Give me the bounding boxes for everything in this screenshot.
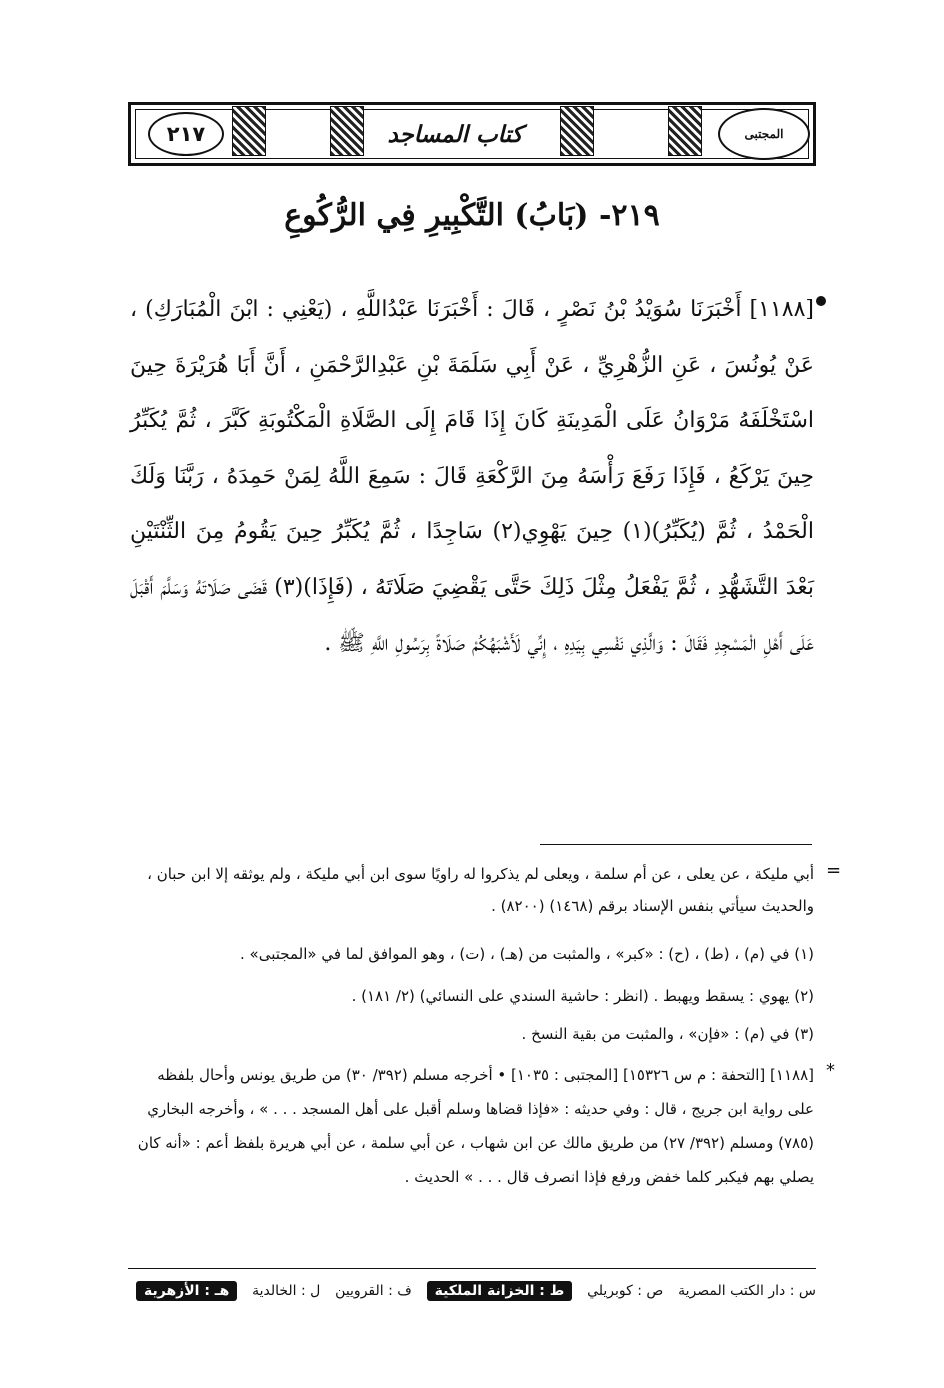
ornament-left-icon [232,106,266,156]
bullet-icon [816,296,826,306]
chapter-heading: ٢١٩- (بَابُ) التَّكْبِيرِ فِي الرُّكُوعِ [284,198,660,233]
ornament-right-icon [668,106,702,156]
takhrij-note: [١١٨٨] [التحفة : م س ١٥٣٢٦] [المجتبى : ١٠٣٥] • أخرجه مسلم (٣٩٢/ ٣٠) من طريق يونس وأحال بلفظه على رواية ابن جريج ، قال : وفي حديثه : «فإذا قضاها وسلم أقبل على أهل المسجد . . . » ، وأخرجه البخاري (٧٨٥) ومسلم (٣٩٢/ ٢٧) من طريق مالك عن ابن شهاب ، عن أبي سلمة ، عن أبي هريرة بلفظ أعم : «أنه كان يصلي بهم فيكبر كلما خفض ورفع فإذا انصرف قال . . . » الحديث . [137,1066,814,1186]
source-sad: ص : كوبريلي [587,1283,664,1299]
source-s: س : دار الكتب المصرية [678,1283,816,1299]
page-number: ٢١٧ [148,112,224,156]
footnote-1: (١) في (م) ، (ط) ، (ح) : «كبر» ، والمثبت من (هـ) ، (ت) ، وهو الموافق لما في «المجتبى» . [240,945,814,963]
takhrij-marker: * [826,1060,835,1081]
book-title: كتاب المساجد [387,120,523,148]
hadith-text: [١١٨٨] أَخْبَرَنَا سُوَيْدُ بْنُ نَصْرٍ ، قَالَ : أَخْبَرَنَا عَبْدُاللَّهِ ، (يَعْنِي : ابْنَ الْمُبَارَكِ) ، عَنْ يُونُسَ ، عَنِ الزُّهْرِيِّ ، عَنْ أَبِي سَلَمَةَ بْنِ عَبْدِالرَّحْمَنِ ، أَنَّ أَبَا هُرَيْرَةَ حِينَ اسْتَخْلَفَهُ مَرْوَانُ عَلَى الْمَدِينَةِ كَانَ إِذَا قَامَ إِلَى الصَّلَاةِ الْمَكْتُوبَةِ كَبَّرَ ، ثُمَّ يُكَبِّرُ حِينَ يَرْكَعُ ، فَإِذَا رَفَعَ رَأْسَهُ مِنَ الرَّكْعَةِ قَالَ : سَمِعَ اللَّهُ لِمَنْ حَمِدَهُ ، رَبَّنَا وَلَكَ الْحَمْدُ ، ثُمَّ (يُكَبِّرُ)(١) حِينَ يَهْوِي(٢) سَاجِدًا ، ثُمَّ يُكَبِّرُ حِينَ يَقُومُ مِنَ الثِّنْتَيْنِ بَعْدَ التَّشَهُّدِ ، ثُمَّ يَفْعَلُ مِثْلَ ذَلِكَ حَتَّى يَقْضِيَ صَلَاتَهُ ، (فَإِذَا)(٣) قَضَى صَلَاتَهُ وَسَلَّمَ أَقْبَلَ عَلَى أَهْلِ الْمَسْجِدِ فَقَالَ : وَالَّذِي نَفْسِي بِيَدِهِ ، إِنِّي لَأَشْبَهُكُمْ صَلَاةً بِرَسُولِ اللَّهِ ﷺ . [130,297,814,656]
source-fa: ف : القرويين [335,1283,412,1299]
footnote-3: (٣) في (م) : «فإن» ، والمثبت من بقية النسخ . [521,1025,814,1043]
source-lam: ل : الخالدية [252,1283,321,1299]
footnote-2: (٢) يهوي : يسقط ويهبط . (انظر : حاشية السندي على النسائي) (٢/ ١٨١) . [351,987,814,1005]
source-ha: هـ : الأزهرية [136,1281,237,1301]
footnote-continuation: أبي مليكة ، عن يعلى ، عن أم سلمة ، ويعلى لم يذكروا له راويًا سوى ابن أبي مليكة ، ولم يوثقه إلا ابن حبان ، والحديث سيأتي بنفس الإسناد برقم (١٤٦٨) (٨٢٠٠) . [147,865,814,915]
book-logo: المجتبى [718,108,810,160]
ornament-center-left-icon [330,106,364,156]
continuation-marker: = [826,860,842,881]
footnote-separator [540,844,812,845]
bottom-separator [128,1268,816,1269]
manuscript-sources [136,1276,816,1306]
source-ta: ط : الخزانة الملكية [427,1281,573,1301]
ornament-center-right-icon [560,106,594,156]
